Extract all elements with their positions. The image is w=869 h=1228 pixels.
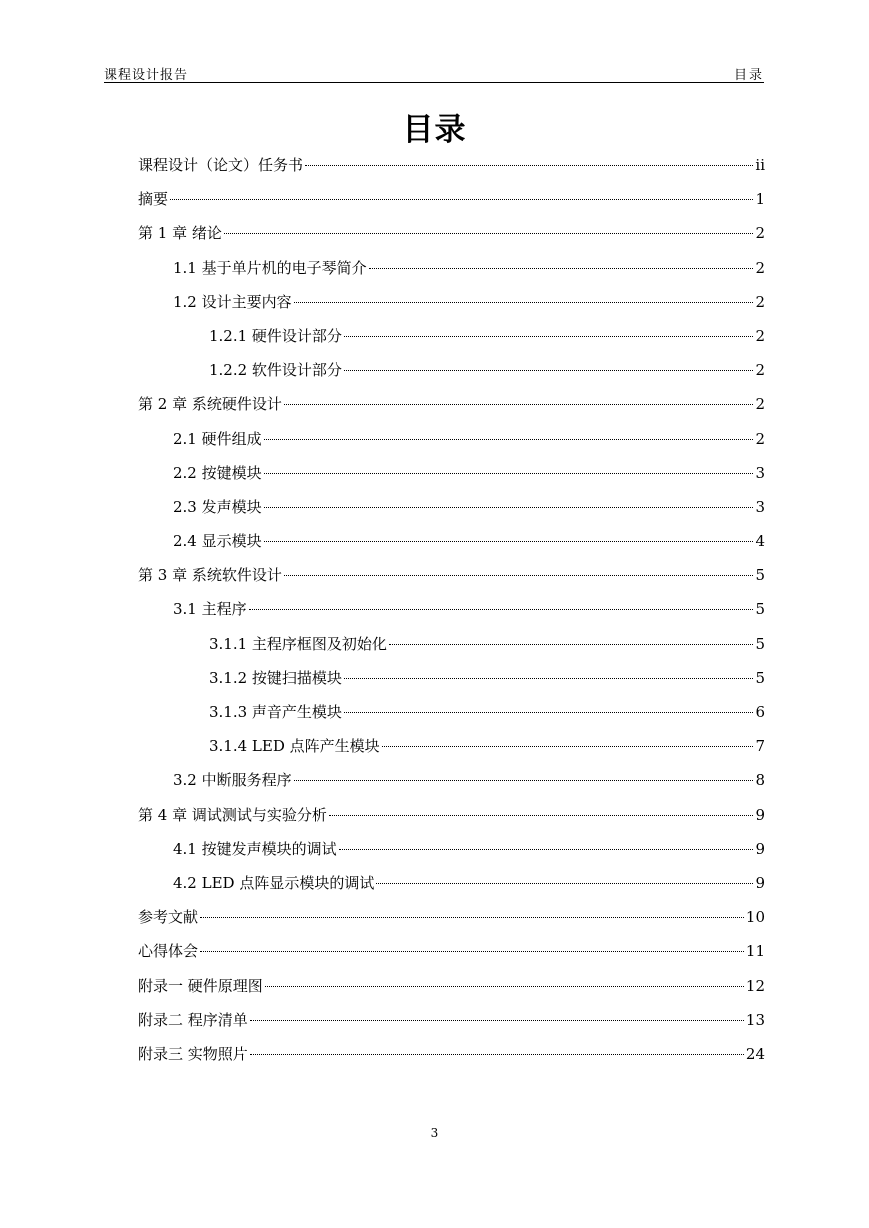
header-section-name: 目录 — [733, 68, 764, 83]
toc-entry[interactable] — [138, 323, 765, 357]
toc-entry-page: 8 — [755, 771, 765, 790]
toc-entry[interactable] — [138, 904, 765, 938]
toc-entry-label: 第 2 章 系统硬件设计 — [138, 395, 282, 414]
toc-entry-label: 附录三 实物照片 — [138, 1044, 248, 1063]
toc-entry[interactable] — [138, 631, 765, 665]
dot-leader — [200, 916, 744, 918]
toc-entry[interactable] — [138, 733, 765, 767]
toc-entry[interactable] — [138, 152, 765, 186]
toc-entry-page: 2 — [755, 361, 765, 380]
dot-leader — [170, 198, 753, 200]
toc-entry-page: 2 — [755, 395, 765, 414]
toc-entry-label: 课程设计（论文）任务书 — [138, 156, 304, 174]
toc-entry[interactable] — [138, 596, 765, 630]
toc-entry[interactable] — [138, 186, 765, 220]
toc-entry-page: 9 — [755, 873, 765, 892]
toc-entry[interactable] — [138, 289, 765, 323]
dot-leader — [344, 369, 754, 371]
toc-entry-page: 6 — [755, 703, 765, 721]
toc-entry-label: 4.2 LED 点阵显示模块的调试 — [173, 873, 375, 892]
dot-leader — [284, 403, 754, 405]
dot-leader — [224, 232, 754, 234]
toc-entry-label: 3.1.2 按键扫描模块 — [209, 668, 342, 687]
toc-entry-page: 11 — [745, 942, 765, 961]
dot-leader — [376, 882, 753, 884]
toc-entry-page: 9 — [755, 839, 765, 858]
toc-entry[interactable] — [138, 562, 765, 596]
table-of-contents — [138, 152, 765, 1075]
toc-entry-label: 参考文献 — [138, 908, 199, 927]
toc-entry-page: 4 — [755, 532, 765, 551]
toc-entry[interactable] — [138, 1007, 765, 1041]
dot-leader — [294, 301, 754, 303]
toc-entry[interactable] — [138, 357, 765, 391]
toc-entry[interactable] — [138, 665, 765, 699]
dot-leader — [344, 711, 754, 713]
toc-entry-page: 2 — [755, 429, 765, 448]
toc-entry[interactable] — [138, 699, 765, 733]
toc-entry-label: 2.4 显示模块 — [173, 532, 262, 551]
toc-entry-label: 摘要 — [138, 190, 169, 209]
dot-leader — [250, 1053, 744, 1055]
toc-entry-page: 3 — [755, 463, 765, 482]
toc-entry-label: 3.1.4 LED 点阵产生模块 — [209, 737, 380, 756]
dot-leader — [369, 267, 754, 269]
toc-entry-label: 1.2.1 硬件设计部分 — [209, 326, 342, 345]
toc-entry-page: 1 — [755, 190, 765, 209]
toc-entry[interactable] — [138, 255, 765, 289]
toc-entry[interactable] — [138, 802, 765, 836]
page-number: 3 — [430, 1126, 439, 1140]
toc-entry-label: 2.1 硬件组成 — [173, 429, 262, 448]
toc-entry[interactable] — [138, 836, 765, 870]
toc-entry-label: 第 4 章 调试测试与实验分析 — [138, 805, 327, 824]
toc-entry-page: 13 — [745, 1010, 765, 1029]
toc-entry-label: 1.1 基于单片机的电子琴简介 — [173, 258, 367, 277]
toc-entry-label: 附录二 程序清单 — [138, 1010, 248, 1029]
toc-entry-page: 7 — [755, 737, 765, 756]
toc-entry-label: 4.1 按键发声模块的调试 — [173, 839, 337, 858]
toc-entry-label: 1.2 设计主要内容 — [173, 292, 292, 311]
toc-entry-page: 24 — [745, 1044, 765, 1063]
toc-entry[interactable] — [138, 938, 765, 972]
dot-leader — [344, 335, 754, 337]
toc-entry[interactable] — [138, 391, 765, 425]
toc-entry-label: 第 1 章 绪论 — [138, 224, 222, 243]
toc-entry-page: 10 — [745, 908, 765, 927]
dot-leader — [265, 985, 744, 987]
toc-entry-label: 3.1.1 主程序框图及初始化 — [209, 634, 387, 653]
toc-entry-label: 附录一 硬件原理图 — [138, 976, 263, 995]
dot-leader — [294, 779, 754, 781]
toc-entry[interactable] — [138, 870, 765, 904]
toc-entry-page: 5 — [755, 634, 765, 653]
dot-leader — [264, 438, 754, 440]
toc-entry-label: 第 3 章 系统软件设计 — [138, 566, 282, 585]
dot-leader — [264, 540, 754, 542]
toc-entry-page: 5 — [755, 668, 765, 687]
dot-leader — [329, 814, 754, 816]
toc-entry-page: 5 — [755, 600, 765, 619]
dot-leader — [264, 472, 754, 474]
toc-entry[interactable] — [138, 494, 765, 528]
dot-leader — [382, 745, 754, 747]
toc-entry[interactable] — [138, 973, 765, 1007]
toc-entry[interactable] — [138, 528, 765, 562]
toc-entry[interactable] — [138, 426, 765, 460]
toc-entry-label: 3.1.3 声音产生模块 — [209, 703, 342, 721]
header-document-title: 课程设计报告 — [104, 68, 189, 83]
toc-entry-page: 12 — [745, 976, 765, 995]
dot-leader — [344, 677, 754, 679]
toc-entry-label: 心得体会 — [138, 942, 199, 961]
dot-leader — [264, 506, 754, 508]
dot-leader — [250, 1019, 744, 1021]
toc-entry-page: ii — [755, 156, 765, 174]
page-title: 目录 — [402, 112, 467, 148]
page-header — [104, 62, 764, 83]
dot-leader — [284, 574, 754, 576]
toc-entry[interactable] — [138, 220, 765, 254]
dot-leader — [305, 164, 753, 166]
dot-leader — [339, 848, 754, 850]
toc-entry-label: 2.2 按键模块 — [173, 463, 262, 482]
toc-entry[interactable] — [138, 460, 765, 494]
dot-leader — [200, 950, 744, 952]
dot-leader — [249, 608, 754, 610]
dot-leader — [389, 643, 754, 645]
toc-entry-label: 2.3 发声模块 — [173, 497, 262, 516]
toc-entry-page: 2 — [755, 258, 765, 277]
toc-entry-page: 5 — [755, 566, 765, 585]
toc-entry[interactable] — [138, 1041, 765, 1075]
toc-entry[interactable] — [138, 767, 765, 801]
toc-entry-page: 2 — [755, 292, 765, 311]
toc-entry-page: 3 — [755, 497, 765, 516]
toc-entry-label: 3.2 中断服务程序 — [173, 771, 292, 790]
toc-entry-page: 2 — [755, 224, 765, 243]
toc-entry-label: 3.1 主程序 — [173, 600, 247, 619]
toc-entry-label: 1.2.2 软件设计部分 — [209, 361, 342, 380]
toc-entry-page: 2 — [755, 326, 765, 345]
toc-entry-page: 9 — [755, 805, 765, 824]
